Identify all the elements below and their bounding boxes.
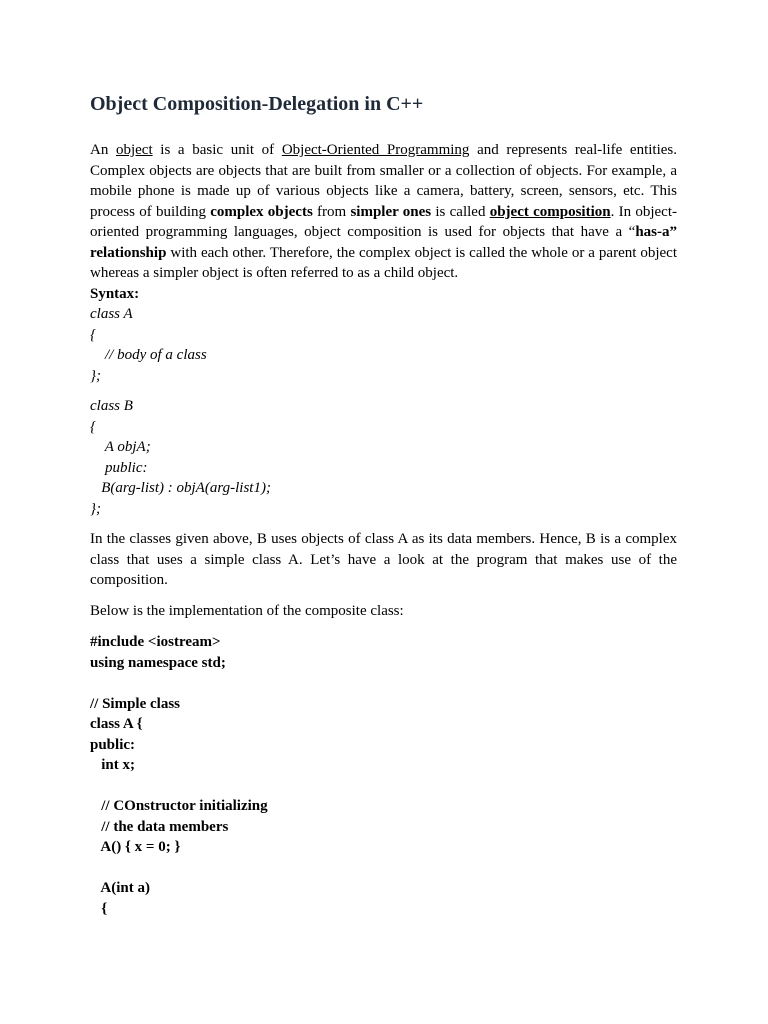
syntax-line: }; — [90, 367, 101, 384]
code-block — [90, 632, 677, 919]
code-line: // COnstructor initializing — [90, 798, 268, 814]
intro-paragraph — [90, 140, 677, 284]
object-composition-link[interactable]: object composition — [489, 203, 611, 220]
code-line: int x; — [90, 757, 135, 773]
bold-term: complex objects — [210, 203, 313, 220]
syntax-line: A objA; — [90, 439, 151, 455]
intro-text: is a basic unit of — [152, 142, 282, 158]
code-line: { — [90, 900, 108, 917]
code-line: #include <iostream> — [90, 634, 221, 650]
document-page — [90, 90, 677, 919]
syntax-line: class A — [90, 306, 133, 322]
code-line: A(int a) — [90, 880, 150, 896]
syntax-label: Syntax: — [90, 285, 140, 302]
syntax-line: B(arg-list) : objA(arg-list1); — [90, 480, 271, 496]
syntax-line: { — [90, 326, 96, 343]
code-line: using namespace std; — [90, 654, 226, 671]
explanation-paragraph: In the classes given above, B uses objects of class A as its data members. Hence, B is a complex class that uses a simple class A. Let’s have a look at the program that makes use of the composition. — [90, 531, 677, 588]
bold-term: simpler ones — [350, 203, 432, 220]
syntax-line: // body of a class — [90, 347, 207, 363]
syntax-line: }; — [90, 500, 101, 517]
oop-link[interactable]: Object-Oriented Programming — [281, 142, 470, 158]
code-line: // Simple class — [90, 695, 181, 712]
syntax-line: class B — [90, 398, 133, 414]
intro-text: from — [312, 203, 351, 220]
implementation-intro: Below is the implementation of the composite class: — [90, 603, 404, 619]
code-line: public: — [90, 736, 136, 753]
intro-text: and represents real-life entities. Complex objects are objects that are built from smaller or a collection of objects. For example, a mobile phone is made up of various objects like a camera, battery, screen, sensors, etc. This process of building — [90, 142, 677, 220]
page-title: Object Composition-Delegation in C++ — [90, 93, 424, 115]
intro-text: An — [90, 142, 116, 158]
object-link[interactable]: object — [115, 142, 153, 158]
syntax-line: public: — [90, 459, 148, 476]
code-line: A() { x = 0; } — [90, 839, 181, 855]
intro-text: is called — [431, 203, 490, 220]
intro-text: with each other. Therefore, the complex object is called the whole or a parent object whereas a simpler object is often referred to as a child object. — [90, 244, 677, 281]
bold-term: has-a” relationship — [90, 224, 677, 261]
syntax-block-a — [90, 304, 677, 386]
intro-text: . In object-oriented programming languages, object composition is used for objects that have a “ — [90, 203, 677, 240]
syntax-block-b — [90, 396, 677, 519]
code-line: // the data members — [90, 818, 229, 835]
syntax-line: { — [90, 418, 96, 435]
code-line: class A { — [90, 716, 143, 732]
